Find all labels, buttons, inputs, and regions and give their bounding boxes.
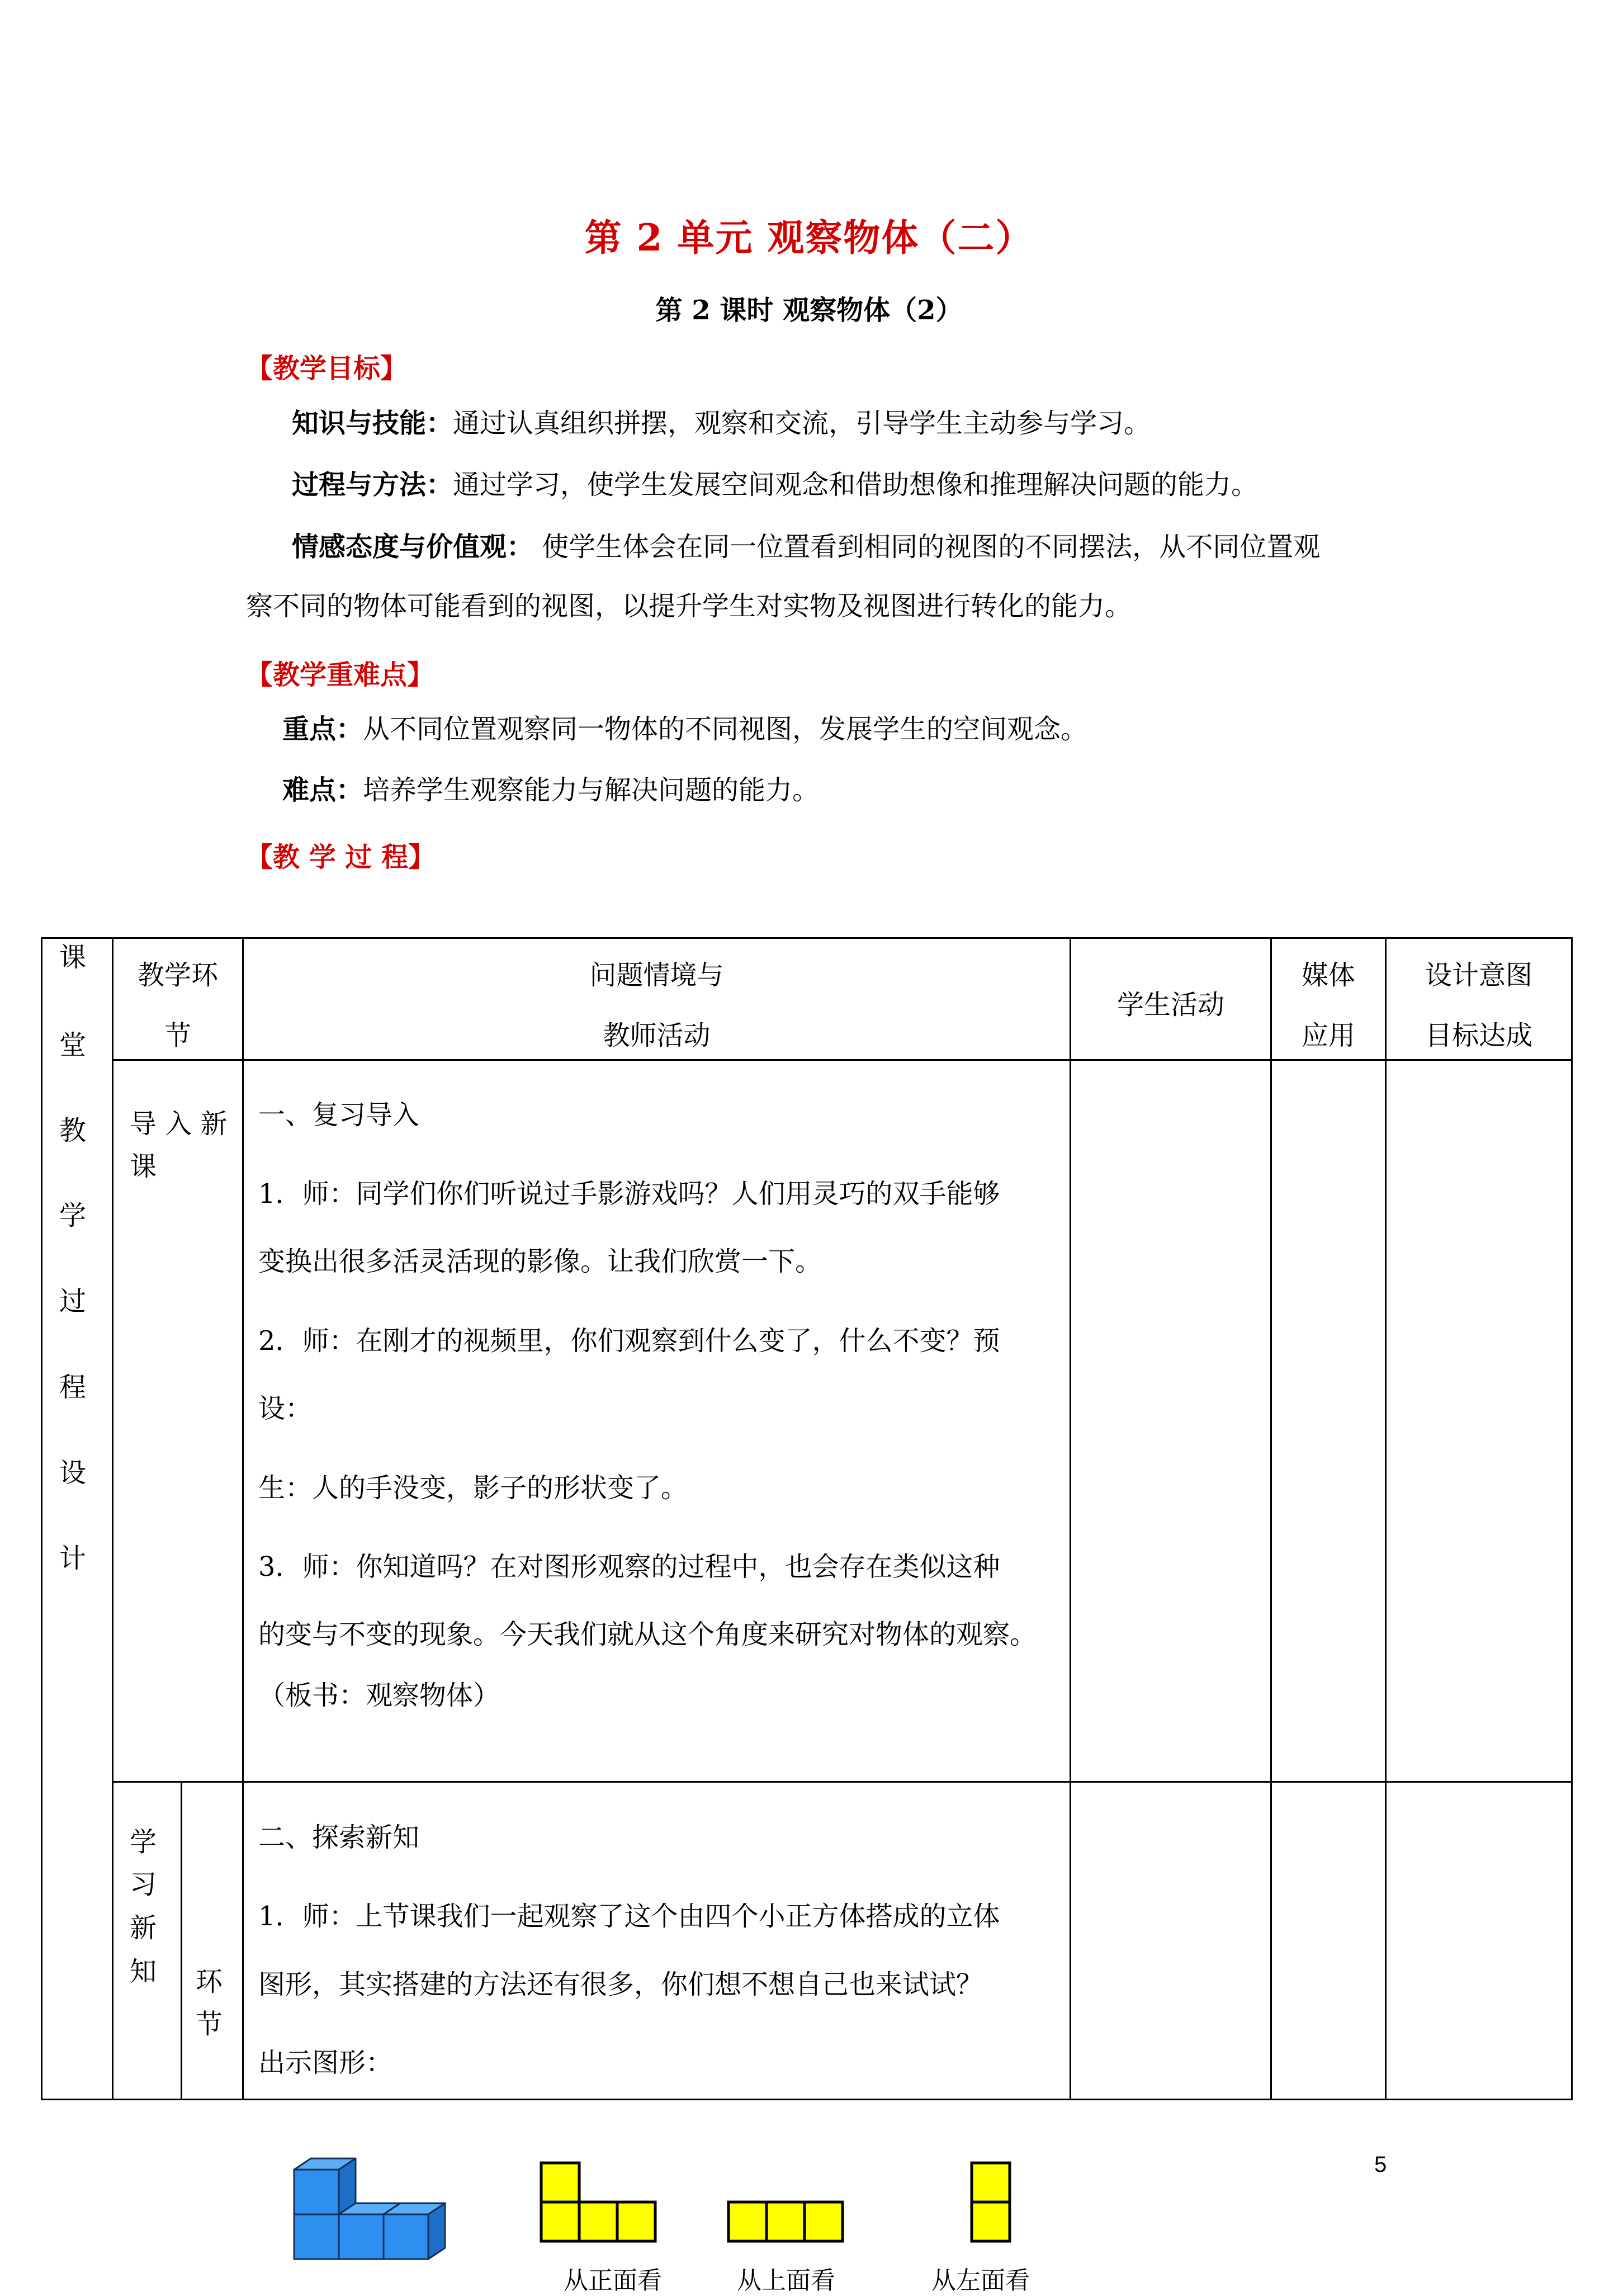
key-difficulty-text: 培养学生观察能力与解决问题的能力。 [363, 774, 820, 806]
header-teacher-2: 教师活动 [603, 1020, 711, 1051]
row2-line: 出示图形： [258, 2047, 393, 2078]
row1-line: 2．师：在刚才的视频里，你们观察到什么变了，什么不变？预 [258, 1325, 1000, 1357]
goal-process [292, 471, 1258, 498]
key-focus-text: 从不同位置观察同一物体的不同视图，发展学生的空间观念。 [363, 714, 1088, 745]
header-media-2: 应用 [1301, 1020, 1355, 1051]
side-char: 课 [59, 942, 86, 973]
header-teacher-1: 问题情境与 [589, 960, 724, 991]
goal-process-text: 通过学习，使学生发展空间观念和借助想像和推理解决问题的能力。 [453, 469, 1259, 500]
header-stage-2: 节 [164, 1020, 191, 1051]
section-goals: 【教学目标】 [246, 353, 408, 384]
page-subtitle: 第 2 课时 观察物体（2） [655, 295, 963, 326]
row2-line: 1．师：上节课我们一起观察了这个由四个小正方体搭成的立体 [258, 1901, 1000, 1932]
row2-sub-char: 环 [196, 1966, 223, 1997]
goal-knowledge [292, 410, 1151, 437]
side-char: 计 [59, 1543, 86, 1574]
row1-line: 一、复习导入 [258, 1099, 420, 1131]
header-media-1: 媒体 [1301, 960, 1355, 991]
goal-knowledge-text: 通过认真组织拼摆，观察和交流，引导学生主动参与学习。 [453, 408, 1151, 439]
row1-line: 设： [258, 1393, 313, 1424]
caption-left: 从左面看 [931, 2267, 1030, 2294]
view-left-figure [970, 2161, 1014, 2244]
row2-stage-char: 知 [130, 1956, 157, 1987]
header-design-2: 目标达成 [1425, 1020, 1532, 1051]
row1-line: 变换出很多活灵活现的影像。让我们欣赏一下。 [258, 1246, 822, 1277]
section-process: 【教 学 过 程】 [246, 842, 436, 873]
row2-stage-char: 学 [130, 1826, 157, 1858]
caption-front: 从正面看 [564, 2267, 662, 2294]
header-design-1: 设计意图 [1425, 960, 1532, 991]
side-char: 程 [59, 1372, 86, 1403]
row2-stage-char: 新 [130, 1912, 157, 1944]
row1-line: （板书：观察物体） [258, 1680, 500, 1711]
goal-process-label: 过程与方法： [292, 469, 453, 500]
goal-emotion-text-1: 使学生体会在同一位置看到相同的视图的不同摆法，从不同位置观 [533, 531, 1321, 563]
goal-emotion-label: 情感态度与价值观： [292, 531, 534, 563]
cube-figure [280, 2153, 464, 2293]
section-key-points: 【教学重难点】 [246, 659, 434, 691]
page-title: 第 2 单元 观察物体（二） [584, 216, 1034, 259]
side-char: 堂 [59, 1029, 86, 1061]
side-char: 学 [59, 1200, 86, 1231]
header-student: 学生活动 [1116, 989, 1224, 1021]
page-number: 5 [1374, 2152, 1387, 2177]
row1-stage-1: 导 入 新 [130, 1108, 228, 1140]
view-top-figure [727, 2200, 845, 2244]
row1-line: 1．师：同学们你们听说过手影游戏吗？人们用灵巧的双手能够 [258, 1178, 1000, 1210]
row1-line: 生：人的手没变，影子的形状变了。 [258, 1472, 688, 1504]
goal-emotion [292, 531, 1321, 563]
row2-line: 二、探索新知 [258, 1822, 420, 1853]
row1-line: 的变与不变的现象。今天我们就从这个角度来研究对物体的观察。 [258, 1619, 1037, 1650]
header-stage-1: 教学环 [137, 960, 218, 991]
key-difficulty [282, 774, 820, 806]
caption-top: 从上面看 [737, 2267, 835, 2294]
row1-line: 3．师：你知道吗？在对图形观察的过程中，也会存在类似这种 [258, 1551, 1000, 1582]
key-difficulty-label: 难点： [282, 774, 363, 806]
row2-stage-char: 习 [130, 1869, 157, 1900]
row2-line: 图形，其实搭建的方法还有很多，你们想不想自己也来试试？ [258, 1969, 983, 2000]
side-char: 设 [59, 1457, 86, 1489]
goal-knowledge-label: 知识与技能： [292, 408, 453, 439]
row2-sub-char: 节 [196, 2009, 223, 2040]
key-focus-label: 重点： [282, 714, 363, 745]
side-char: 教 [59, 1115, 86, 1146]
view-front-figure [540, 2161, 660, 2244]
side-char: 过 [59, 1286, 86, 1317]
goal-emotion-text-2: 察不同的物体可能看到的视图，以提升学生对实物及视图进行转化的能力。 [246, 590, 1132, 622]
row1-stage-2: 课 [130, 1151, 157, 1182]
key-focus [282, 716, 1087, 743]
